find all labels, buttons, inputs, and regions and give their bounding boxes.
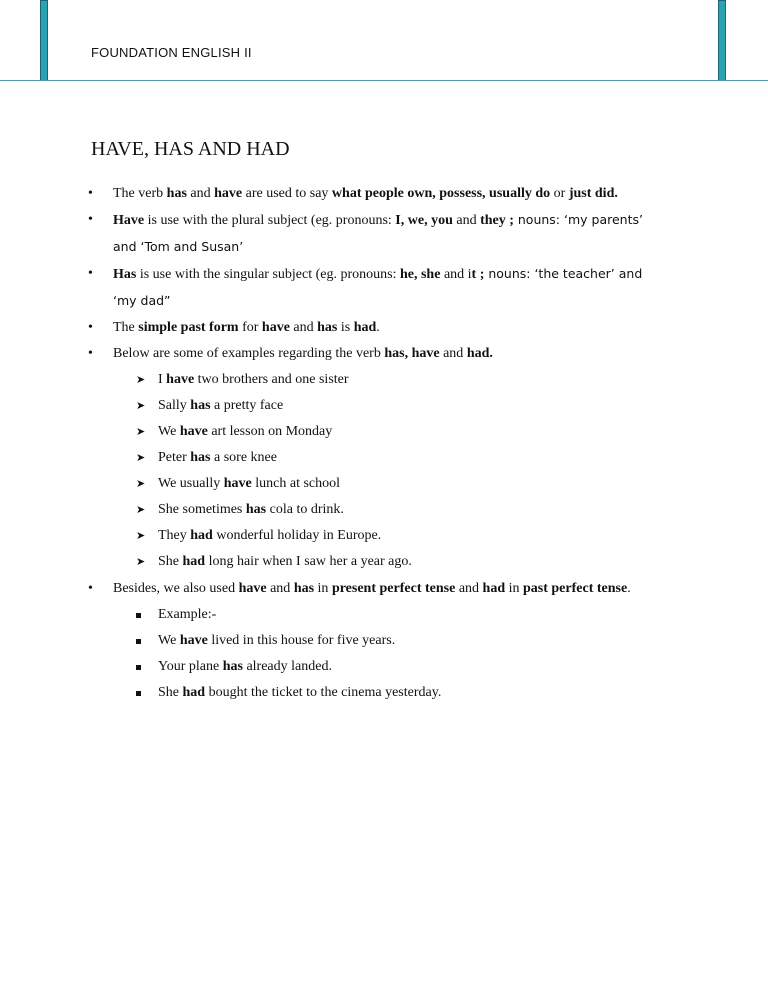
page-title: HAVE, HAS AND HAD [91, 138, 290, 160]
document-body [88, 180, 688, 706]
text: long hair when I saw her a year ago. [205, 554, 412, 569]
text: nouns: ‘the teacher’ and [484, 266, 643, 281]
text: and [186, 186, 215, 201]
text: and [289, 320, 318, 335]
text: Example:- [158, 607, 217, 622]
square-bullet-icon [136, 602, 141, 628]
text-bold: had [482, 581, 506, 596]
example-item-6 [88, 497, 688, 523]
text: The [113, 320, 139, 335]
text: is use with the plural subject (eg. pronouns: [144, 213, 396, 228]
text: or [550, 186, 569, 201]
square-bullet-icon [136, 628, 141, 654]
example-item-7 [88, 523, 688, 549]
bullet-marker: • [88, 320, 93, 335]
text: wonderful holiday in Europe. [212, 528, 382, 543]
text-bold: Have [113, 213, 145, 228]
text: Sally [158, 398, 191, 413]
text: Peter [158, 450, 191, 465]
bullet-item-1 [88, 181, 688, 207]
text-bold: what people own, possess, usually do [331, 186, 551, 201]
text-bold: just did. [568, 186, 618, 201]
text: two brothers and one sister [194, 372, 349, 387]
text-bold: has [245, 502, 267, 517]
text-bold: has [190, 398, 211, 413]
text: She [158, 685, 183, 700]
example-item-8 [88, 549, 688, 575]
example-item-4 [88, 445, 688, 471]
text-bold: have [238, 581, 267, 596]
arrow-bullet-icon: ➤ [136, 400, 146, 412]
text-bold: have [261, 320, 290, 335]
text: a pretty face [210, 398, 284, 413]
text: and [455, 581, 483, 596]
text: nouns: ‘my parents’ [513, 212, 643, 227]
text: is [337, 320, 354, 335]
text: a sore knee [210, 450, 277, 465]
header-left-bar [40, 0, 48, 81]
text-bold: had [353, 320, 377, 335]
text-bold: has [166, 186, 187, 201]
text: Your plane [158, 659, 223, 674]
header-rule [0, 80, 768, 81]
text: ‘my dad” [113, 293, 171, 308]
bullet-marker: • [88, 266, 93, 281]
text-bold: Has [113, 267, 137, 282]
text-bold: have [179, 633, 208, 648]
text-bold: he, she [399, 267, 441, 282]
bullet-marker: • [88, 581, 93, 596]
text: are used to say [242, 186, 332, 201]
text: lunch at school [251, 476, 341, 491]
example2-item-3 [88, 680, 688, 706]
header-right-bar [718, 0, 726, 81]
text: art lesson on Monday [207, 424, 333, 439]
arrow-bullet-icon: ➤ [136, 478, 146, 490]
text: . [627, 581, 631, 596]
arrow-bullet-icon: ➤ [136, 426, 146, 438]
text-bold: had [182, 685, 206, 700]
text-bold: past perfect tense [523, 581, 628, 596]
text: in [314, 581, 332, 596]
text-bold: had [190, 528, 213, 543]
text: for [238, 320, 262, 335]
bullet-marker: • [88, 186, 93, 201]
text-bold: has, have [384, 346, 440, 361]
text-bold: had. [466, 346, 493, 361]
arrow-bullet-icon: ➤ [136, 556, 146, 568]
text-bold: have [214, 186, 243, 201]
text-bold: t ; [471, 267, 485, 282]
example-item-1 [88, 367, 688, 393]
bullet-marker: • [88, 346, 93, 361]
text: and [439, 346, 467, 361]
arrow-bullet-icon: ➤ [136, 374, 146, 386]
text-bold: has [222, 659, 243, 674]
text-bold: present perfect tense [331, 581, 456, 596]
bullet-item-6 [88, 576, 688, 602]
text-bold: simple past form [138, 320, 239, 335]
bullet-item-3 [88, 261, 688, 315]
bullet-marker: • [88, 212, 93, 227]
header-title: FOUNDATION ENGLISH II [91, 45, 252, 60]
text: in [505, 581, 523, 596]
square-bullet-icon [136, 654, 141, 680]
bullet-item-2 [88, 207, 688, 261]
text: is use with the singular subject (eg. pronouns: [136, 267, 400, 282]
text: The verb [113, 186, 167, 201]
text-bold: I, we, you [395, 213, 453, 228]
bullet-item-4 [88, 315, 688, 341]
text-bold: has [317, 320, 338, 335]
text: We usually [158, 476, 224, 491]
text: Besides, we also used [113, 581, 239, 596]
text-bold: have [223, 476, 252, 491]
text-bold: have [179, 424, 208, 439]
text: She sometimes [158, 502, 246, 517]
example-intro [88, 602, 688, 628]
text: . [376, 320, 380, 335]
text: and i [440, 267, 472, 282]
text-bold: has [293, 581, 315, 596]
bullet-item-5 [88, 341, 688, 367]
arrow-bullet-icon: ➤ [136, 452, 146, 464]
text: bought the ticket to the cinema yesterday. [205, 685, 442, 700]
arrow-bullet-icon: ➤ [136, 504, 146, 516]
text: lived in this house for five years. [207, 633, 396, 648]
text: Below are some of examples regarding the verb [113, 346, 385, 361]
example-item-5 [88, 471, 688, 497]
text: She [158, 554, 183, 569]
text-bold: has [190, 450, 211, 465]
text: and [452, 213, 481, 228]
text: We [158, 633, 180, 648]
text: We [158, 424, 180, 439]
square-bullet-icon [136, 680, 141, 706]
text-bold: have [166, 372, 195, 387]
example-item-2 [88, 393, 688, 419]
example2-item-2 [88, 654, 688, 680]
arrow-bullet-icon: ➤ [136, 530, 146, 542]
text-bold: had [182, 554, 206, 569]
text-bold: they ; [480, 213, 514, 228]
text: I [158, 372, 167, 387]
text: and [266, 581, 294, 596]
text: They [158, 528, 191, 543]
text: cola to drink. [266, 502, 344, 517]
text: already landed. [242, 659, 332, 674]
text: and ‘Tom and Susan’ [113, 239, 244, 254]
example-item-3 [88, 419, 688, 445]
example2-item-1 [88, 628, 688, 654]
